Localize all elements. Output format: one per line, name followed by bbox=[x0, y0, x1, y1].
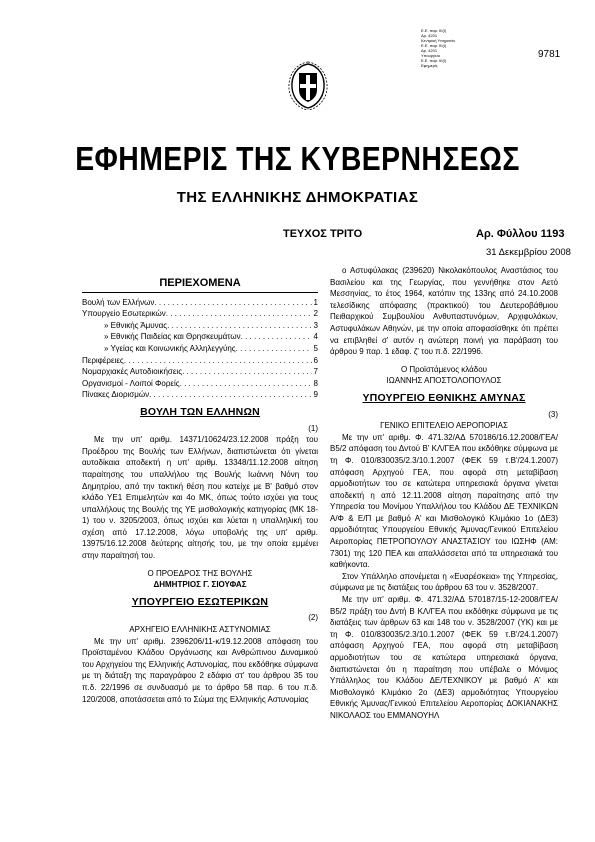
reference-number: (2) bbox=[308, 613, 318, 623]
masthead-subtitle: ΤΗΣ ΕΛΛΗΝΙΚΗΣ ΔΗΜΟΚΡΑΤΙΑΣ bbox=[176, 189, 419, 206]
subsection-heading: ΑΡΧΗΓΕΙΟ ΕΛΛΗΝΙΚΗΣ ΑΣΤΥΝΟΜΙΑΣ bbox=[129, 625, 271, 635]
decision-paragraph: ο Αστυφύλακας (239620) Νικολακόπουλος Αναστάσιος του Βασιλείου και της Γεωργίας, που γεννήθηκε στον Αετό Μεσσηνίας, το έτος 1964, κατόπιν της 133ης από 24.10.2008 τελεσίδικης απόφασης (πρακτικού) του Δευτεροβάθμιου Πειθαρχικού Συμβουλίου Ανθυπαστυνόμων, Αρχιφυλάκων, Αστυφυλάκων Αθηνών, με την οποία αποφασίσθηκε ότι πρέπει να επιβληθεί σ' αυτόν η ανώτερη ποινή για παράβαση του άρθρου 9 παρ. 1 εδαφ. ζ' του π.δ. 22/1996. bbox=[330, 266, 558, 357]
section-title-parliament: ΒΟΥΛΗ ΤΩΝ ΕΛΛΗΝΩΝ bbox=[140, 405, 260, 418]
signatory-name: ΔΗΜΗΤΡΙΟΣ Γ. ΣΙΟΥΦΑΣ bbox=[153, 580, 247, 590]
left-column bbox=[82, 274, 318, 705]
decision-paragraph: Με την υπ' αριθμ. Φ. 471.32/ΑΔ 570187/15-12-2008/ΓΕΑ/Β5/2 πράξη του Δντή Β ΚΛ/ΓΕΑ που εκδόθηκε σύμφωνα με τις διατάξεις των άρθρων 63 και 148 του ν. 3528/2007 (ΥΚ) και με τη Φ. 010/830035/2.3/10.1.2007 (ΦΕΚ 59 τ.Β'/24.1.2007) απόφαση Αρχηγού ΓΕΑ, που αφορά στη μεταβίβαση αρμοδιοτήτων του σε κατώτερα υπηρεσιακά όργανα, διαπιστώνεται ότι η παραίτηση που υπέβαλε ο Μόνιμος Υπάλληλος του Κλάδου ΔΕ/ΤΕΧΝΙΚΟΥ με βαθμό Α' και Μισθολογικό Κλιμάκιο 2ο (ΔΕ3) αρμοδιότητας Υπουργείου Εθνικής Άμυνας/Γενικού Επιτελείου Αεροπορίας ΔΟΚΙΑΝΑΚΗΣ ΝΙΚΟΛΑΟΣ του ΕΜΜΑΝΟΥΗΛ bbox=[330, 595, 558, 720]
section-title-defence: ΥΠΟΥΡΓΕΙΟ ΕΘΝΙΚΗΣ ΑΜΥΝΑΣ bbox=[362, 391, 526, 404]
section-title-interior: ΥΠΟΥΡΓΕΙΟ ΕΣΩΤΕΡΙΚΩΝ bbox=[131, 595, 269, 608]
signatory-role: Ο ΠΡΟΕΔΡΟΣ ΤΗΣ ΒΟΥΛΗΣ bbox=[147, 568, 253, 578]
signatory-name: ΙΩΑΝΝΗΣ ΑΠΟΣΤΟΛΟΠΟΥΛΟΣ bbox=[386, 376, 502, 386]
page-number: 9781 bbox=[538, 49, 561, 60]
right-column bbox=[330, 265, 558, 722]
signatory-role: Ο Προϊστάμενος κλάδου bbox=[400, 364, 488, 374]
sheet-number: Αρ. Φύλλου 1193 bbox=[476, 228, 565, 240]
decision-paragraph: Στον Υπάλληλο απονέμεται η «Ευαρέσκεια» της Υπηρεσίας, σύμφωνα με τις διατάξεις του άρθρου 63 του ν. 3528/2007. bbox=[330, 571, 558, 593]
toc-item[interactable]: » Υγείας και Κοινωνικής Αλληλεγγύης . . . 5 bbox=[82, 343, 318, 355]
printer-note: Ε.Ε. παρ. ΙΙΙ(Ι) Αρ. 4201 Κεντρική Υπηρεσία Ε.Ε. παρ. ΙΙΙ(Ι) Αρ. 4201 Υπουργείο Ε.Ε. παρ. ΙΙΙ(Ι) Εφημερίς bbox=[421, 28, 455, 68]
toc-item[interactable]: Πίνακες Διορισμών . . . 9 bbox=[82, 389, 318, 401]
decision-paragraph: Με την υπ' αριθμ. Φ. 471.32/ΑΔ 570186/16.12.2008/ΓΕΑ/Β5/2 απόφαση του Δντού Β' ΚΛ/ΓΕΑ που εκδόθηκε σύμφωνα με τη Φ. 010/830035/2.3/10.1.2007 (ΦΕΚ 59 τ.Β'/24.1.2007) απόφαση Αρχηγού ΓΕΑ, που αφορά στη μεταβίβαση αρμοδιοτήτων του σε κατώτερα υπηρεσιακά όργανα γίνεται αποδεκτή η από 12.11.2008 αίτηση παραίτησης από την Υπηρεσία του Μονίμου Υπαλλήλου του Κλάδου ΔΕ ΤΕΧΝΙΚΩΝ Α/Φ & Ε/Π με βαθμό Α' και Μισθολογικό Κλιμάκιο 1ο (ΔΕ3) αρμοδιότητας Υπουργείου Εθνικής Άμυνας/Γενικού Επιτελείου Αεροπορίας ΠΕΤΡΟΠΟΥΛΟΥ ΑΝΑΣΤΑΣΙΟΥ του ΙΩΣΗΦ (ΑΜ: 7301) της 120 ΠΕΑ και απαλλάσσεται από τα υπηρεσιακά του καθήκοντα. bbox=[330, 432, 558, 570]
toc-item[interactable]: Περιφέρειες . . . 6 bbox=[82, 355, 318, 367]
reference-number: (1) bbox=[308, 423, 318, 433]
toc-item[interactable]: Οργανισμοί - Λοιποί Φορείς . . . 8 bbox=[82, 378, 318, 390]
toc-item[interactable]: » Εθνικής Άμυνας . . . 3 bbox=[82, 320, 318, 332]
decision-paragraph: Με την υπ' αριθμ. 14371/10624/23.12.2008 πράξη του Προέδρου της Βουλής των Ελλήνων, διαπιστώνεται ότι γίνεται αυτοδίκαια αποδεκτή η υπ' αριθμ. 13348/11.12.2008 αίτηση παραίτησης του υπαλλήλου της Βουλής Ιωάννη Νόνη του Δημητρίου, από την τακτική θέση που κατείχε με Β' βαθμό στον κλάδο ΥΕ1 Επιμελητών και 4ο ΜΚ, όπως τούτο ισχύει για τους υπαλλήλους της Βουλής της ΥΕ μισθολογικής κατηγορίας (ΜΚ 18-1) του ν. 3205/2003, όπως ισχύει και λύεται η υπαλληλική του σχέση από 17.12.2008, λόγω υποβολής της υπ' αριθμ. 13975/16.12.2008 δεύτερης αίτησής του, με την οποία εμμένει στην παραίτησή του. bbox=[82, 435, 318, 561]
reference-number: (3) bbox=[548, 409, 558, 419]
toc-item[interactable]: » Εθνικής Παιδείας και Θρησκευμάτων . . . 4 bbox=[82, 331, 318, 343]
toc-item[interactable]: Βουλή των Ελλήνων . . . 1 bbox=[82, 297, 318, 309]
toc-item[interactable]: Νομαρχιακές Αυτοδιοικήσεις . . . 7 bbox=[82, 366, 318, 378]
toc-item[interactable]: Υπουργείο Εσωτερικών . . . 2 bbox=[82, 308, 318, 320]
decision-paragraph: Με την υπ' αριθμ. 2396206/11-κ/19.12.2008 απόφαση του Προϊσταμένου Κλάδου Οργάνωσης και Ανθρώπινου Δυναμικού του Αρχηγείου της Ελληνικής Αστυνομίας, που εκδόθηκε σύμφωνα με τη διάταξη της παραγράφου 2 εδάφιο στ' του άρθρου 35 του π.δ. 22/1996 σε συνδυασμό με το άρθρο 58 παρ. 6 του π.δ. 120/2008, αποτάσσεται από το Σώμα της Ελληνικής Αστυνομίας bbox=[82, 636, 318, 704]
coat-of-arms-icon bbox=[287, 60, 329, 110]
subsection-heading: ΓΕΝΙΚΟ ΕΠΙΤΕΛΕΙΟ ΑΕΡΟΠΟΡΙΑΣ bbox=[380, 421, 508, 431]
contents-heading: ΠΕΡΙΕΧΟΜΕΝΑ bbox=[82, 278, 318, 293]
issue-series: ΤΕΥΧΟΣ ΤΡΙΤΟ bbox=[283, 228, 363, 240]
issue-date: 31 Δεκεμβρίου 2008 bbox=[486, 247, 571, 258]
masthead-title: ΕΦΗΜΕΡΙΣ ΤΗΣ ΚΥΒΕΡΝΗΣΕΩΣ bbox=[75, 140, 520, 177]
